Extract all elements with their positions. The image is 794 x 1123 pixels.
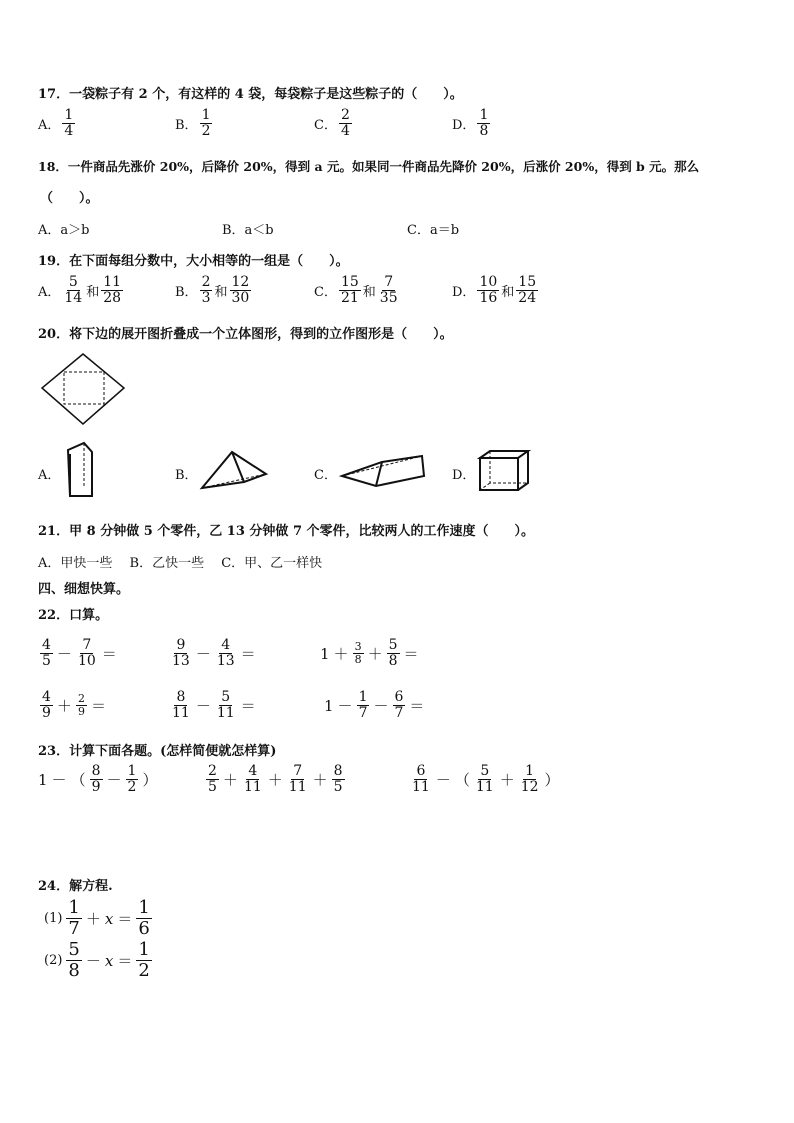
q24-equation-1: (1) $\frac{1}{7}$ ＋ x ＝ $\frac{1}{6}$ [44, 897, 150, 939]
q18-option-c[interactable]: C．a＝b [407, 223, 460, 238]
q23-expr-2: $\frac{2}{5}$ ＋ $\frac{4}{11}$ ＋ $\frac{7}{11}$ ＋ $\frac{8}{5}$ [208, 763, 343, 795]
q22-expr-3: 1 ＋ $\frac{3}{8}$ ＋ $\frac{5}{8}$ ＝ [320, 637, 419, 669]
q24-equation-2: (2) $\frac{5}{8}$ － x ＝ $\frac{1}{2}$ [44, 939, 150, 981]
section-heading: 四、细想快算。 [38, 582, 130, 597]
q23-text: 23．计算下面各题。(怎样简便就怎样算) [38, 744, 277, 759]
q17-option-c[interactable]: C． $\frac{2}{4}$ [314, 107, 350, 139]
q20-text: 20．将下边的展开图折叠成一个立体图形，得到的立作图形是（ ）。 [38, 327, 453, 342]
q18-text-line1: 18．一件商品先涨价 20%，后降价 20%，得到 a 元。如果同一件商品先降价 20%，后涨价 20%，得到 b 元。那么 [38, 159, 700, 174]
fraction: $\frac{2}{3}$ [201, 274, 211, 306]
q19-option-d[interactable]: D． $\frac{10}{16}$ 和 $\frac{15}{24}$ [452, 274, 537, 306]
pyramid-figure[interactable] [198, 446, 270, 492]
q17-option-d[interactable]: D． $\frac{1}{8}$ [452, 107, 489, 139]
q17-option-a[interactable]: A． $\frac{1}{4}$ [38, 107, 74, 139]
q19-option-c[interactable]: C． $\frac{15}{21}$ 和 $\frac{7}{35}$ [314, 274, 398, 306]
q17-text: 17．一袋粽子有 2 个，有这样的 4 袋，每袋粽子是这些粽子的（ ）。 [38, 87, 463, 102]
q22-text: 22．口算。 [38, 608, 109, 623]
fraction: $\frac{1}{4}$ [64, 107, 74, 139]
fraction: $\frac{2}{4}$ [340, 107, 350, 139]
fraction: $\frac{11}{28}$ [103, 274, 122, 306]
fraction: $\frac{1}{8}$ [479, 107, 489, 139]
net-diagram [38, 350, 128, 430]
fraction: $\frac{5}{14}$ [64, 274, 83, 306]
q22-expr-2: $\frac{9}{13}$ － $\frac{4}{13}$ ＝ [172, 637, 256, 669]
triangular-prism-lying-figure[interactable] [338, 450, 428, 490]
q20-option-a[interactable]: A． [38, 468, 61, 483]
fraction: $\frac{1}{2}$ [201, 107, 211, 139]
q22-expr-6: 1 － $\frac{1}{7}$ － $\frac{6}{7}$ ＝ [324, 689, 425, 721]
triangular-prism-upright-figure[interactable] [62, 440, 102, 500]
q18-option-a[interactable]: A．a＞b [38, 223, 90, 238]
fraction: $\frac{7}{35}$ [379, 274, 398, 306]
fraction: $\frac{15}{24}$ [518, 274, 537, 306]
q22-expr-1: $\frac{4}{5}$ － $\frac{7}{10}$ ＝ [42, 637, 117, 669]
q23-expr-1: 1 － （ $\frac{8}{9}$ － $\frac{1}{2}$ ） [38, 763, 158, 795]
q18-text-line2: （ ）。 [40, 191, 99, 206]
q19-text: 19．在下面每组分数中，大小相等的一组是（ ）。 [38, 254, 349, 269]
q20-option-b[interactable]: B． [175, 468, 198, 483]
cube-figure[interactable] [476, 448, 532, 494]
fraction: $\frac{12}{30}$ [231, 274, 250, 306]
q21-options[interactable]: A．甲快一些 B．乙快一些 C．甲、乙一样快 [38, 556, 323, 571]
q22-expr-4: $\frac{4}{9}$ ＋ $\frac{2}{9}$ ＝ [42, 689, 106, 721]
q18-option-b[interactable]: B．a＜b [222, 223, 274, 238]
q22-expr-5: $\frac{8}{11}$ － $\frac{5}{11}$ ＝ [172, 689, 256, 721]
q23-expr-3: $\frac{6}{11}$ － （ $\frac{5}{11}$ ＋ $\frac{1}{12}$ ） [412, 763, 560, 795]
q20-option-c[interactable]: C． [314, 468, 337, 483]
q17-option-b[interactable]: B． $\frac{1}{2}$ [175, 107, 211, 139]
q20-option-d[interactable]: D． [452, 468, 476, 483]
q24-text: 24．解方程. [38, 879, 113, 894]
q19-option-a[interactable]: A． $\frac{5}{14}$ 和 $\frac{11}{28}$ [38, 274, 122, 306]
q21-text: 21．甲 8 分钟做 5 个零件，乙 13 分钟做 7 个零件，比较两人的工作速度（ ）。 [38, 524, 535, 539]
fraction: $\frac{10}{16}$ [479, 274, 498, 306]
q19-option-b[interactable]: B． $\frac{2}{3}$ 和 $\frac{12}{30}$ [175, 274, 250, 306]
fraction: $\frac{15}{21}$ [340, 274, 359, 306]
